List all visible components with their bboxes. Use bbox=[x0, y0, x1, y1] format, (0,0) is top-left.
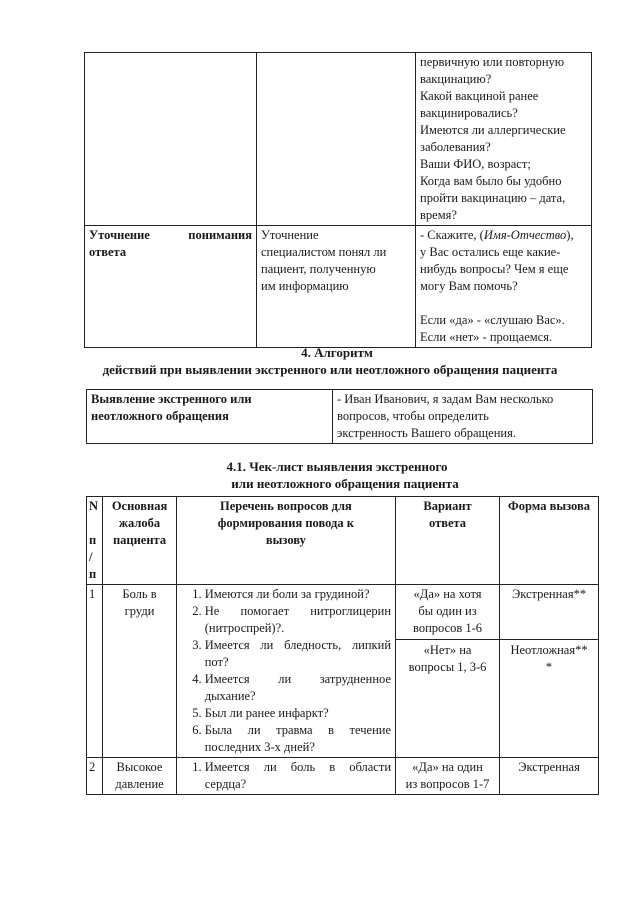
complaint-cell bbox=[103, 585, 176, 758]
table-row bbox=[85, 226, 592, 348]
text-line: давление bbox=[115, 777, 164, 791]
column-header bbox=[87, 497, 103, 585]
questions-cell bbox=[176, 585, 395, 758]
text-line: Если «да» - «слушаю Вас». bbox=[420, 313, 565, 327]
header-line: вызову bbox=[265, 533, 306, 547]
table-header-row bbox=[87, 497, 599, 585]
header-line: Форма вызова bbox=[508, 499, 590, 513]
column-header bbox=[396, 497, 500, 585]
section-heading bbox=[0, 458, 640, 492]
text-line: бы один из bbox=[418, 604, 477, 618]
header-line: / bbox=[89, 550, 93, 564]
text-line: пациент, полученную bbox=[261, 262, 376, 276]
table-vaccination-dialog bbox=[84, 52, 592, 348]
text-line: Неотложная** bbox=[510, 643, 588, 657]
heading-line: или неотложного обращения пациента bbox=[231, 476, 459, 491]
row-number: 2 bbox=[87, 758, 103, 795]
header-line: Основная bbox=[111, 499, 168, 513]
text-line: вопросов, чтобы определить bbox=[337, 409, 489, 423]
list-item: 3. Имеется ли бледность, липкий пот? bbox=[205, 637, 391, 671]
row-number: 1 bbox=[87, 585, 103, 758]
list-item: 6. Была ли травма в течение последних 3-х дней? bbox=[205, 722, 391, 756]
answer-cell bbox=[396, 758, 500, 795]
list-item: 2. Не помогает нитроглицерин (нитроспрей)?. bbox=[205, 603, 391, 637]
table-cell bbox=[85, 53, 257, 226]
table-cell bbox=[257, 226, 416, 348]
answer-divider bbox=[396, 639, 499, 676]
questions-cell bbox=[176, 758, 395, 795]
answer-cell bbox=[396, 585, 500, 758]
header-line bbox=[89, 515, 99, 532]
section-heading bbox=[0, 344, 640, 378]
heading-line: 4.1. Чек-лист выявления экстренного bbox=[226, 459, 448, 474]
text-fragment: ), bbox=[566, 228, 574, 242]
text-line: Какой вакциной ранее bbox=[420, 89, 539, 103]
text-fragment: - Скажите, ( bbox=[420, 228, 484, 242]
column-header bbox=[103, 497, 176, 585]
table-cell bbox=[333, 390, 593, 444]
text-line: у Вас остались еще какие- bbox=[420, 245, 561, 259]
complaint-cell bbox=[103, 758, 176, 795]
table-cell bbox=[85, 226, 257, 348]
table-row bbox=[87, 390, 593, 444]
text-line: вопросов 1-6 bbox=[413, 621, 483, 635]
table-row bbox=[87, 758, 599, 795]
table-cell bbox=[257, 53, 416, 226]
text-line: Уточнение bbox=[261, 228, 319, 242]
header-line: Перечень вопросов для bbox=[219, 499, 352, 513]
list-item: 1. Имеется ли боль в области сердца? bbox=[205, 759, 391, 793]
text-line: нибудь вопросы? Чем я еще bbox=[420, 262, 569, 276]
list-item: 5. Был ли ранее инфаркт? bbox=[205, 705, 391, 722]
header-line: п bbox=[89, 567, 97, 581]
header-line: пациента bbox=[112, 533, 167, 547]
questions-list bbox=[181, 586, 391, 756]
table-cell bbox=[87, 390, 333, 444]
text-line: первичную или повторную bbox=[420, 55, 565, 69]
table-cell bbox=[416, 53, 592, 226]
text-line: из вопросов 1-7 bbox=[405, 777, 490, 791]
header-line: ответа bbox=[428, 516, 467, 530]
list-item: 4. Имеется ли затрудненное дыхание? bbox=[205, 671, 391, 705]
text-line: - Иван Иванович, я задам Вам несколько bbox=[337, 392, 554, 406]
text-line: Экстренная** bbox=[511, 587, 587, 601]
text-line: заболевания? bbox=[420, 140, 491, 154]
table-row bbox=[87, 585, 599, 758]
text-line: «Нет» на bbox=[423, 643, 472, 657]
form-cell bbox=[500, 585, 599, 758]
text-line: Если «нет» - прощаемся. bbox=[420, 330, 553, 344]
text-line: «Да» на хотя bbox=[413, 587, 482, 601]
text-line: экстренность Вашего обращения. bbox=[337, 426, 516, 440]
text-line: неотложного обращения bbox=[91, 409, 229, 423]
stage-label: понимания bbox=[188, 228, 252, 242]
header-line: формирования повода к bbox=[217, 516, 354, 530]
text-line: Когда вам было бы удобно bbox=[420, 174, 562, 188]
form-cell bbox=[500, 758, 599, 795]
text-line: Экстренная bbox=[518, 760, 580, 774]
text-line bbox=[420, 227, 587, 244]
table-row bbox=[85, 53, 592, 226]
text-line: груди bbox=[124, 604, 155, 618]
text-line: Выявление экстренного или bbox=[91, 392, 252, 406]
table-cell bbox=[416, 226, 592, 348]
heading-line: действий при выявлении экстренного или неотложного обращения пациента bbox=[102, 362, 558, 377]
header-line: жалоба bbox=[118, 516, 161, 530]
stage-label: Уточнение bbox=[89, 228, 150, 242]
list-item: 1. Имеются ли боли за грудиной? bbox=[205, 586, 391, 603]
text-line: * bbox=[545, 660, 553, 674]
text-line: могу Вам помочь? bbox=[420, 279, 518, 293]
column-header bbox=[500, 497, 599, 585]
text-line: вопросы 1, 3-6 bbox=[408, 660, 487, 674]
text-line: вакцинацию? bbox=[420, 72, 492, 86]
text-line: время? bbox=[420, 208, 457, 222]
text-fragment: Имя-Отчество bbox=[483, 228, 567, 242]
form-divider bbox=[500, 639, 598, 676]
questions-list bbox=[181, 759, 391, 793]
text-line: Высокое bbox=[116, 760, 163, 774]
text-line: пройти вакцинацию – дата, bbox=[420, 191, 566, 205]
text-line: специалистом понял ли bbox=[261, 245, 387, 259]
header-line: п bbox=[89, 533, 97, 547]
column-header bbox=[176, 497, 395, 585]
text-line: Ваши ФИО, возраст; bbox=[420, 157, 531, 171]
text-line: Имеются ли аллергические bbox=[420, 123, 566, 137]
table-checklist bbox=[86, 496, 599, 795]
stage-label: ответа bbox=[89, 245, 127, 259]
text-line: «Да» на один bbox=[412, 760, 483, 774]
header-line: N bbox=[89, 499, 99, 513]
text-line: вакцинировались? bbox=[420, 106, 518, 120]
header-line: Вариант bbox=[423, 499, 472, 513]
text-line: Боль в bbox=[122, 587, 157, 601]
heading-line: 4. Алгоритм bbox=[301, 345, 373, 360]
table-detection bbox=[86, 389, 593, 444]
text-line: им информацию bbox=[261, 279, 349, 293]
